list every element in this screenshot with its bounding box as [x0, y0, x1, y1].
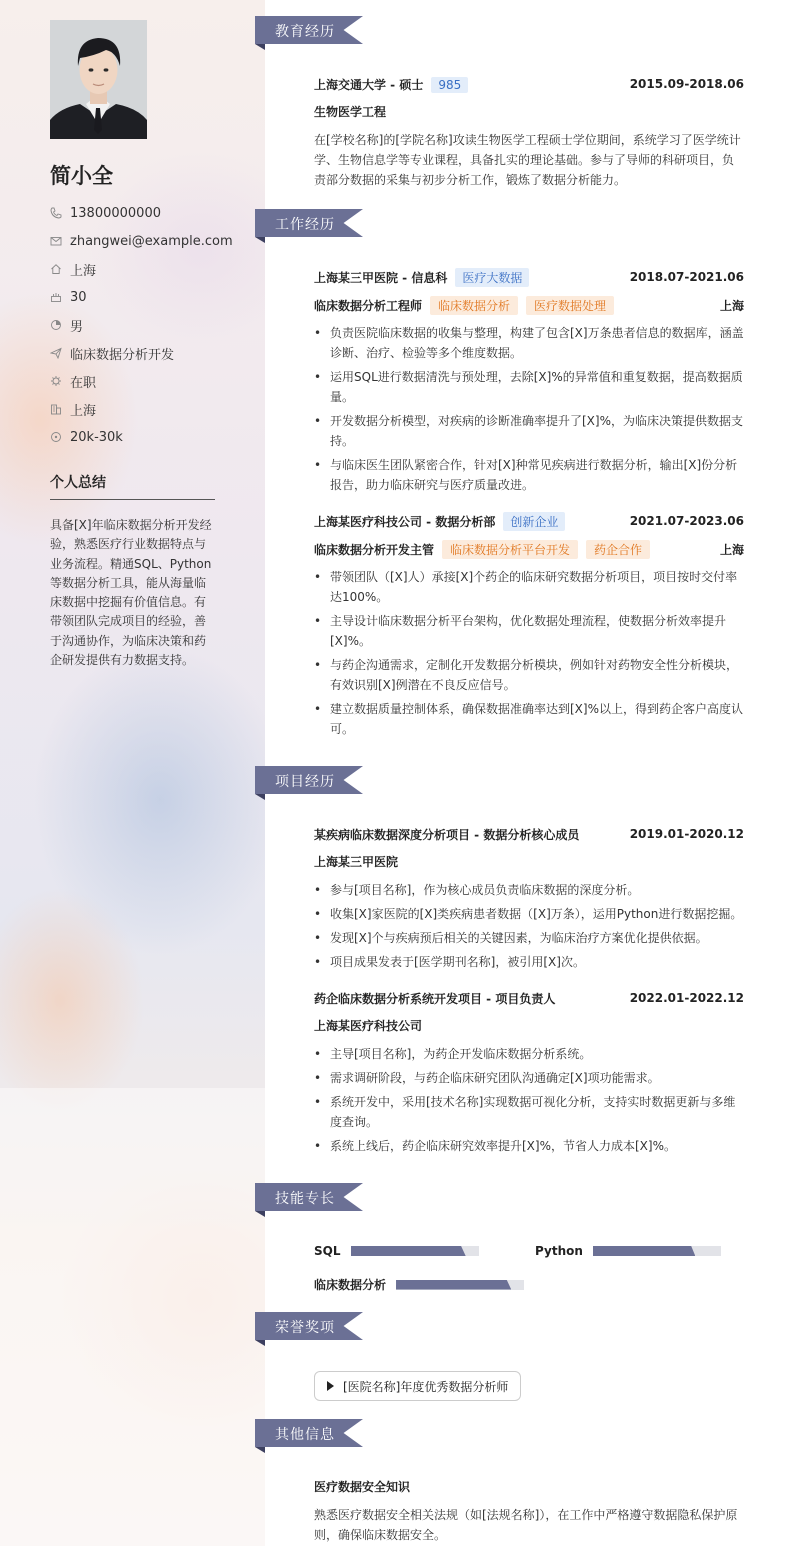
- contact-info-list: [50, 199, 233, 451]
- education-date: 2015.09-2018.06: [629, 77, 744, 91]
- work-bullets: [314, 567, 744, 739]
- info-gender: [50, 311, 233, 339]
- summary-divider: [50, 499, 215, 500]
- list-item: • 项目成果发表于[医学期刊名称]，被引用[X]次。: [314, 952, 744, 972]
- phone-text: 13800000000: [70, 205, 161, 221]
- city-text: 上海: [70, 403, 97, 419]
- skill-name: SQL: [314, 1244, 341, 1258]
- section-title-skills: [255, 1183, 363, 1211]
- gender-icon: [50, 319, 62, 331]
- list-item: • 系统开发中，采用[技术名称]实现数据可视化分析，支持实时数据更新与多维度查询。: [314, 1092, 744, 1132]
- salary-text: 20k-30k: [70, 429, 123, 445]
- company-name: 上海某三甲医院 - 信息科: [314, 270, 448, 285]
- role-tag: 临床数据分析: [430, 296, 518, 315]
- list-item: • 主导设计临床数据分析平台架构，优化数据处理流程，使数据分析效率提升[X]%。: [314, 611, 744, 651]
- status-icon: [50, 375, 62, 387]
- skill-name: Python: [535, 1244, 583, 1258]
- info-salary: [50, 423, 233, 451]
- work-city: 上海: [719, 542, 744, 557]
- skill-bar-fill: [593, 1246, 695, 1256]
- section-title-text: 荣誉奖项: [275, 1320, 335, 1336]
- list-item: • 需求调研阶段，与药企临床研究团队沟通确定[X]项功能需求。: [314, 1068, 744, 1088]
- section-title-text: 教育经历: [275, 24, 335, 40]
- role-tag: 临床数据分析平台开发: [442, 540, 578, 559]
- job-role: 临床数据分析开发主管: [314, 542, 435, 557]
- project-date: 2022.01-2022.12: [629, 991, 744, 1005]
- mail-icon: [50, 235, 62, 247]
- age-text: 30: [70, 289, 87, 305]
- summary-text: 具备[X]年临床数据分析开发经验，熟悉医疗行业数据特点与业务流程。精通SQL、Python等数据分析工具，能从海量临床数据中挖掘有价值信息。有带领团队完成项目的经验，善于沟通协作，为临床决策和药企研发提供有力数据支持。: [50, 518, 212, 668]
- skill-bar: [351, 1246, 479, 1256]
- education-desc: 在[学校名称]的[学院名称]攻读生物医学工程硕士学位期间，系统学习了医学统计学、生物信息学等专业课程，具备扎实的理论基础。参与了导师的科研项目，负责部分数据的采集与初步分析工作，锻炼了数据分析能力。: [314, 133, 741, 187]
- section-title-work: [255, 209, 363, 237]
- avatar-photo: [50, 20, 147, 139]
- skill-name: 临床数据分析: [314, 1278, 387, 1292]
- city-icon: [50, 403, 62, 415]
- play-icon: [327, 1381, 334, 1391]
- work-date: 2018.07-2021.06: [629, 270, 744, 284]
- target-job-text: 临床数据分析开发: [70, 347, 175, 363]
- section-title-other: [255, 1419, 363, 1447]
- project-title: 某疾病临床数据深度分析项目 - 数据分析核心成员: [314, 827, 580, 842]
- education-entry: [314, 74, 744, 190]
- status-text: 在职: [70, 375, 97, 391]
- section-title-text: 技能专长: [275, 1191, 335, 1207]
- main-content: [265, 0, 794, 1546]
- project-bullets: [314, 1044, 744, 1156]
- school-tag: 985: [431, 77, 468, 93]
- list-item: • 与临床医生团队紧密合作，针对[X]种常见疾病进行数据分析，输出[X]份分析报告，助力临床研究与医疗质量改进。: [314, 455, 744, 495]
- candidate-name: 简小全: [50, 164, 113, 188]
- info-age: [50, 283, 233, 311]
- work-entry: [314, 511, 744, 743]
- list-item: • 与药企沟通需求，定制化开发数据分析模块，例如针对药物安全性分析模块，有效识别[X]例潜在不良反应信号。: [314, 655, 744, 695]
- info-target-job: [50, 339, 233, 367]
- company-tag: 医疗大数据: [455, 268, 529, 287]
- list-item: • 运用SQL进行数据清洗与预处理，去除[X]%的异常值和重复数据，提高数据质量。: [314, 367, 744, 407]
- skill-bar: [593, 1246, 721, 1256]
- work-bullets: [314, 323, 744, 495]
- project-org: 上海某三甲医院: [314, 855, 399, 869]
- other-desc: 熟悉医疗数据安全相关法规（如[法规名称]），在工作中严格遵守数据隐私保护原则，确保临床数据安全。: [314, 1508, 738, 1542]
- work-date: 2021.07-2023.06: [629, 514, 744, 528]
- skill-item: [535, 1244, 721, 1258]
- salary-icon: [50, 431, 62, 443]
- summary-title: 个人总结: [50, 475, 106, 491]
- send-icon: [50, 347, 62, 359]
- skill-bar-fill: [396, 1280, 511, 1290]
- list-item: • 发现[X]个与疾病预后相关的关键因素，为临床治疗方案优化提供依据。: [314, 928, 744, 948]
- gender-text: 男: [70, 319, 84, 335]
- section-title-text: 其他信息: [275, 1427, 335, 1443]
- info-home: [50, 255, 233, 283]
- project-date: 2019.01-2020.12: [629, 827, 744, 841]
- email-text: zhangwei@example.com: [70, 233, 233, 249]
- section-title-project: [255, 766, 363, 794]
- project-entry: [314, 824, 744, 976]
- list-item: • 负责医院临床数据的收集与整理，构建了包含[X]万条患者信息的数据库，涵盖诊断、治疗、检验等多个维度数据。: [314, 323, 744, 363]
- info-phone: [50, 199, 233, 227]
- role-tag: 药企合作: [586, 540, 650, 559]
- work-entry: [314, 267, 744, 499]
- award-text: [医院名称]年度优秀数据分析师: [343, 1379, 509, 1394]
- list-item: • 建立数据质量控制体系，确保数据准确率达到[X]%以上，得到药企客户高度认可。: [314, 699, 744, 739]
- section-title-education: [255, 16, 363, 44]
- phone-icon: [50, 207, 62, 219]
- info-email: [50, 227, 233, 255]
- list-item: • 收集[X]家医院的[X]类疾病患者数据（[X]万条），运用Python进行数据挖掘。: [314, 904, 744, 924]
- section-title-text: 工作经历: [275, 217, 335, 233]
- award-item[interactable]: [314, 1371, 521, 1401]
- project-entry: [314, 988, 744, 1160]
- info-status: [50, 367, 233, 395]
- other-title: 医疗数据安全知识: [314, 1480, 411, 1494]
- section-title-text: 项目经历: [275, 774, 335, 790]
- work-city: 上海: [719, 298, 744, 313]
- list-item: • 主导[项目名称]，为药企开发临床数据分析系统。: [314, 1044, 744, 1064]
- sidebar-fade: [0, 1088, 265, 1546]
- section-title-awards: [255, 1312, 363, 1340]
- other-entry: [314, 1477, 744, 1545]
- list-item: • 开发数据分析模型，对疾病的诊断准确率提升了[X]%，为临床决策提供数据支持。: [314, 411, 744, 451]
- skill-item: [314, 1244, 479, 1258]
- skill-item: [314, 1276, 524, 1293]
- company-tag: 创新企业: [503, 512, 565, 531]
- project-org: 上海某医疗科技公司: [314, 1019, 423, 1033]
- project-title: 药企临床数据分析系统开发项目 - 项目负责人: [314, 991, 556, 1006]
- info-city: [50, 395, 233, 423]
- skill-bar-fill: [351, 1246, 466, 1256]
- school-name: 上海交通大学 - 硕士: [314, 77, 424, 92]
- list-item: • 系统上线后，药企临床研究效率提升[X]%，节省人力成本[X]%。: [314, 1136, 744, 1156]
- sidebar: [0, 0, 265, 1546]
- home-icon: [50, 263, 62, 275]
- list-item: • 参与[项目名称]，作为核心成员负责临床数据的深度分析。: [314, 880, 744, 900]
- avatar: [50, 20, 147, 139]
- job-role: 临床数据分析工程师: [314, 298, 423, 313]
- age-icon: [50, 291, 62, 303]
- major: 生物医学工程: [314, 105, 387, 119]
- company-name: 上海某医疗科技公司 - 数据分析部: [314, 514, 496, 529]
- role-tag: 医疗数据处理: [526, 296, 614, 315]
- home-text: 上海: [70, 263, 97, 279]
- project-bullets: [314, 880, 744, 972]
- list-item: • 带领团队（[X]人）承接[X]个药企的临床研究数据分析项目，项目按时交付率达100%。: [314, 567, 744, 607]
- skill-bar: [396, 1280, 524, 1290]
